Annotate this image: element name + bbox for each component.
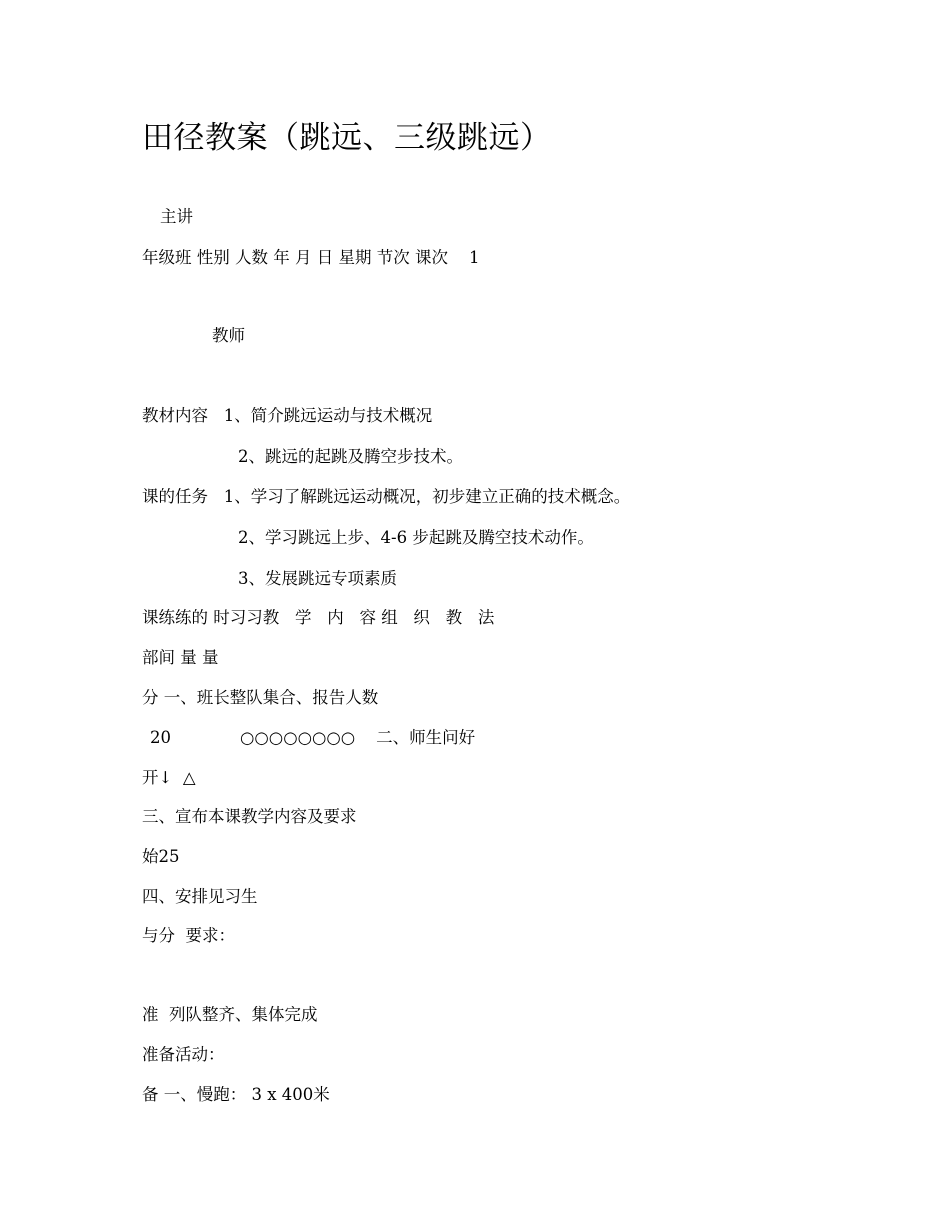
text-line-teacher: 教师	[212, 326, 245, 345]
text-line-prep-requirement: 准 列队整齐、集体完成	[142, 1005, 318, 1024]
text-line-material-1: 教材内容 1、简介跳远运动与技术概况	[142, 406, 433, 425]
text-line-warmup-heading: 准备活动：	[142, 1045, 225, 1064]
text-line-time-20: 20	[150, 728, 171, 747]
text-line-step-4: 四、安排见习生	[142, 887, 258, 906]
document-title: 田径教案（跳远、三级跳远）	[142, 120, 552, 156]
text-line-lecturer: 主讲	[160, 207, 193, 226]
text-line-table-header-2: 部间 量 量	[142, 648, 219, 667]
text-line-task-2: 2、学习跳远上步、4-6 步起跳及腾空技术动作。	[238, 528, 594, 547]
text-line-task-3: 3、发展跳远专项素质	[238, 569, 397, 588]
text-line-formation-greeting: ○○○○○○○○ 二、师生问好	[240, 728, 476, 747]
text-line-jogging: 备 一、慢跑： 3 x 400米	[142, 1085, 330, 1104]
text-line-class-info: 年级班 性别 人数 年 月 日 星期 节次 课次 1	[142, 248, 480, 267]
text-line-table-header: 课练练的 时习习教 学 内 容 组 织 教 法	[142, 608, 495, 627]
text-line-start-25: 始25	[142, 847, 180, 866]
text-line-step-1: 分 一、班长整队集合、报告人数	[142, 688, 379, 707]
text-line-task-1: 课的任务 1、学习了解跳远运动概况，初步建立正确的技术概念。	[142, 487, 631, 506]
text-line-step-3: 三、宣布本课教学内容及要求	[142, 807, 357, 826]
text-line-requirements: 与分 要求：	[142, 926, 235, 945]
text-line-start-marker: 开↓ △	[142, 768, 196, 787]
text-line-material-2: 2、跳远的起跳及腾空步技术。	[238, 447, 463, 466]
